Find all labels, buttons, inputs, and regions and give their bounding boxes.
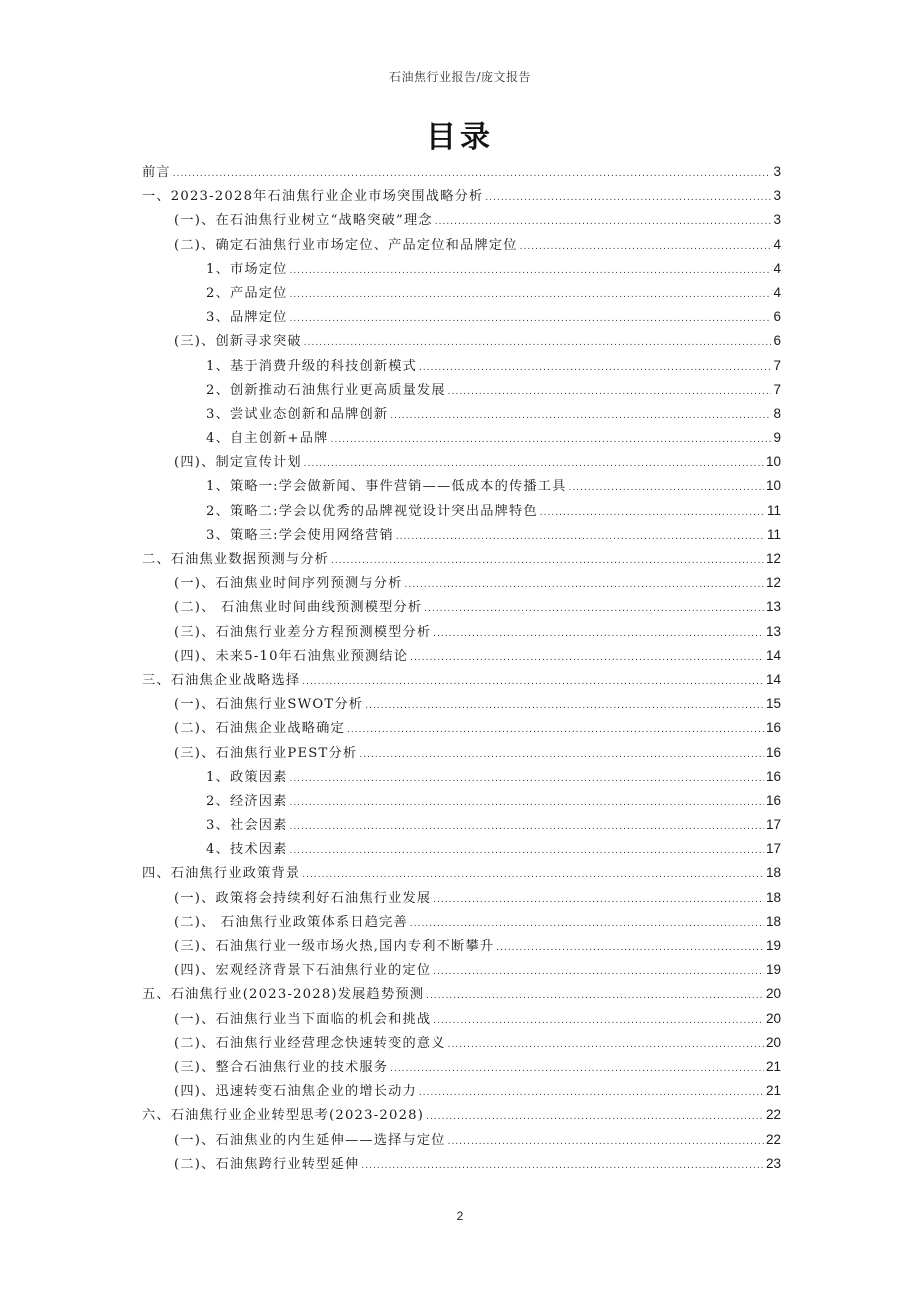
toc-entry-title: 3、品牌定位	[206, 310, 288, 326]
toc-entry[interactable]	[142, 620, 781, 644]
toc-entry-title: (四)、制定宣传计划	[174, 455, 302, 471]
toc-entry-title: 六、石油焦行业企业转型思考(2023-2028)	[142, 1108, 425, 1124]
toc-entry-title: 1、市场定位	[206, 261, 288, 277]
toc-entry[interactable]	[142, 1152, 781, 1176]
toc-entry[interactable]	[142, 208, 781, 232]
toc-entry-title: 一、2023-2028年石油焦行业企业市场突围战略分析	[142, 189, 484, 205]
dot-leader	[433, 622, 764, 646]
dot-leader	[410, 912, 764, 936]
toc-entry-page-number: 13	[765, 599, 781, 615]
toc-entry-title: 2、经济因素	[206, 793, 288, 809]
page-number: 2	[456, 1209, 464, 1223]
dot-leader	[433, 888, 764, 912]
toc-entry[interactable]	[142, 474, 781, 498]
toc-entry-title: (三)、石油焦行业一级市场火热,国内专利不断攀升	[174, 939, 495, 954]
dot-leader	[419, 356, 771, 380]
toc-entry-page-number: 3	[773, 164, 781, 179]
dot-leader	[448, 1130, 764, 1154]
dot-leader	[426, 1105, 764, 1129]
toc-entry-page-number: 16	[765, 768, 781, 784]
toc-entry-page-number: 19	[765, 938, 781, 953]
toc-entry[interactable]	[142, 450, 781, 474]
toc-entry[interactable]	[142, 813, 781, 837]
toc-entry-title: 4、技术因素	[206, 842, 288, 858]
toc-entry-page-number: 10	[765, 454, 781, 470]
toc-entry[interactable]	[142, 402, 781, 426]
toc-entry-title: 4、自主创新+品牌	[206, 431, 329, 447]
toc-entry-page-number: 20	[765, 986, 781, 1002]
dot-leader	[290, 791, 764, 815]
dot-leader	[433, 960, 764, 984]
dot-leader	[396, 525, 765, 549]
toc-entry-title: (三)、石油焦行业差分方程预测模型分析	[174, 624, 432, 640]
dot-leader	[361, 1154, 764, 1178]
toc-entry-title: 1、政策因素	[206, 769, 288, 785]
toc-entry-title: (一)、石油焦行业当下面临的机会和挑战	[174, 1011, 432, 1027]
dot-leader	[540, 501, 765, 525]
toc-entry[interactable]	[142, 547, 781, 571]
toc-entry-page-number: 12	[765, 551, 781, 566]
toc-entry-title: 3、尝试业态创新和品牌创新	[206, 406, 389, 422]
toc-entry[interactable]	[142, 160, 781, 184]
toc-entry[interactable]	[142, 1055, 781, 1079]
toc-entry[interactable]	[142, 184, 781, 208]
toc-entry-title: 2、创新推动石油焦行业更高质量发展	[206, 382, 446, 398]
toc-entry-page-number: 22	[765, 1131, 781, 1147]
toc-entry[interactable]	[142, 1007, 781, 1031]
dot-leader	[302, 863, 764, 887]
toc-entry-page-number: 6	[773, 309, 781, 325]
dot-leader	[448, 380, 772, 404]
toc-entry-page-number: 22	[765, 1107, 781, 1123]
dot-leader	[173, 162, 772, 186]
toc-entry-title: (一)、石油焦行业SWOT分析	[174, 697, 364, 713]
toc-entry-title: (一)、政策将会持续利好石油焦行业发展	[174, 890, 432, 906]
toc-entry-title: 1、策略一:学会做新闻、事件营销——低成本的传播工具	[206, 479, 567, 495]
toc-entry-title: (四)、宏观经济背景下石油焦行业的定位	[174, 963, 432, 979]
toc-entry-title: 三、石油焦企业战略选择	[142, 672, 301, 688]
dot-leader	[433, 1009, 764, 1033]
toc-entry-title: (四)、未来5-10年石油焦业预测结论	[174, 648, 409, 664]
toc-entry-page-number: 17	[765, 841, 781, 857]
toc-entry-page-number: 20	[765, 1010, 781, 1026]
toc-entry-page-number: 16	[765, 744, 781, 760]
toc-entry[interactable]	[142, 281, 781, 305]
dot-leader	[485, 186, 771, 210]
toc-entry[interactable]	[142, 958, 781, 982]
toc-entry[interactable]	[142, 571, 781, 595]
dot-leader	[331, 428, 772, 452]
toc-entry-page-number: 21	[765, 1058, 781, 1074]
toc-entry-title: 四、石油焦行业政策背景	[142, 866, 301, 882]
toc-entry-page-number: 18	[765, 889, 781, 905]
dot-leader	[410, 646, 764, 670]
toc-entry-page-number: 4	[773, 284, 781, 300]
toc-entry-title: 3、策略三:学会使用网络营销	[206, 527, 394, 543]
toc-entry-page-number: 18	[765, 913, 781, 929]
dot-leader	[331, 549, 764, 573]
toc-entry[interactable]	[142, 1128, 781, 1152]
toc-entry-page-number: 17	[765, 817, 781, 833]
toc-entry[interactable]	[142, 523, 781, 547]
dot-leader	[520, 235, 772, 259]
dot-leader	[424, 597, 764, 621]
toc-entry[interactable]	[142, 886, 781, 910]
toc-entry-title: 3、社会因素	[206, 818, 288, 834]
running-header: 石油焦行业报告/庞文报告	[388, 70, 532, 84]
toc-entry-title: 1、基于消费升级的科技创新模式	[206, 358, 418, 374]
toc-heading: 目录	[426, 120, 494, 155]
toc-entry-page-number: 7	[773, 381, 781, 397]
toc-entry[interactable]	[142, 741, 781, 765]
dot-leader	[419, 1081, 764, 1105]
toc-entry[interactable]	[142, 716, 781, 740]
toc-entry[interactable]	[142, 789, 781, 813]
toc-entry-title: (二)、石油焦企业战略确定	[174, 721, 345, 737]
toc-entry[interactable]	[142, 1103, 781, 1127]
toc-entry-page-number: 21	[765, 1083, 781, 1099]
toc-entry-title: (二)、确定石油焦行业市场定位、产品定位和品牌定位	[174, 237, 518, 253]
toc-entry[interactable]	[142, 233, 781, 257]
dot-leader	[302, 670, 764, 694]
toc-entry[interactable]	[142, 426, 781, 450]
toc-entry-title: (三)、整合石油焦行业的技术服务	[174, 1059, 389, 1075]
toc-entry-page-number: 4	[773, 236, 781, 252]
toc-entry-title: (二)、石油焦行业经营理念快速转变的意义	[174, 1035, 446, 1051]
toc-entry-page-number: 13	[765, 623, 781, 639]
dot-leader	[435, 210, 772, 234]
dot-leader	[290, 839, 764, 863]
toc-entry-title: (四)、迅速转变石油焦企业的增长动力	[174, 1084, 417, 1100]
toc-entry[interactable]	[142, 910, 781, 934]
toc-entry-page-number: 3	[773, 212, 781, 228]
toc-entry-page-number: 18	[765, 865, 781, 881]
dot-leader	[448, 1033, 764, 1057]
toc-entry-page-number: 15	[765, 696, 781, 712]
dot-leader	[304, 452, 764, 476]
dot-leader	[426, 984, 764, 1008]
dot-leader	[290, 815, 764, 839]
toc-entry[interactable]	[142, 257, 781, 281]
toc-entry[interactable]	[142, 934, 781, 958]
toc-entry-title: (三)、石油焦行业PEST分析	[174, 745, 358, 761]
dot-leader	[290, 767, 764, 791]
toc-entry-title: 前言	[142, 165, 171, 180]
toc-entry[interactable]	[142, 305, 781, 329]
toc-entry-page-number: 3	[773, 188, 781, 204]
toc-entry-title: 二、石油焦业数据预测与分析	[142, 552, 330, 567]
toc-entry[interactable]	[142, 982, 781, 1006]
toc-entry-page-number: 23	[765, 1155, 781, 1171]
toc-entry-page-number: 10	[765, 478, 781, 494]
dot-leader	[359, 743, 764, 767]
toc-entry-page-number: 11	[766, 526, 781, 542]
toc-entry-page-number: 16	[765, 720, 781, 736]
toc-entry-page-number: 6	[773, 333, 781, 349]
dot-leader	[347, 718, 764, 742]
dot-leader	[290, 283, 772, 307]
toc-entry-title: (一)、石油焦业时间序列预测与分析	[174, 576, 403, 592]
toc-entry-title: 2、策略二:学会以优秀的品牌视觉设计突出品牌特色	[206, 503, 538, 519]
toc-entry[interactable]	[142, 1031, 781, 1055]
toc-entry-page-number: 19	[765, 962, 781, 978]
toc-entry-page-number: 16	[765, 792, 781, 808]
toc-entry-page-number: 4	[773, 260, 781, 276]
toc-entry-title: (二)、 石油焦行业政策体系日趋完善	[174, 914, 408, 930]
toc-entry[interactable]	[142, 1079, 781, 1103]
table-of-contents	[142, 160, 781, 1176]
toc-entry-title: 五、石油焦行业(2023-2028)发展趋势预测	[142, 987, 425, 1003]
toc-entry[interactable]	[142, 595, 781, 619]
toc-entry-page-number: 9	[773, 430, 781, 446]
toc-entry-title: (一)、在石油焦行业树立“战略突破”理念	[174, 213, 433, 229]
toc-entry-page-number: 8	[773, 405, 781, 421]
dot-leader	[390, 1057, 764, 1081]
dot-leader	[496, 936, 764, 960]
toc-entry-title: (二)、 石油焦业时间曲线预测模型分析	[174, 600, 423, 616]
toc-entry-page-number: 11	[766, 502, 781, 518]
toc-entry[interactable]	[142, 329, 781, 353]
toc-entry[interactable]	[142, 644, 781, 668]
dot-leader	[569, 476, 764, 500]
toc-entry-page-number: 20	[765, 1034, 781, 1050]
toc-entry-title: 2、产品定位	[206, 285, 288, 301]
toc-entry-title: (三)、创新寻求突破	[174, 334, 302, 350]
toc-entry[interactable]	[142, 765, 781, 789]
dot-leader	[390, 404, 771, 428]
toc-entry[interactable]	[142, 499, 781, 523]
toc-entry-page-number: 14	[765, 647, 781, 663]
toc-entry[interactable]	[142, 837, 781, 861]
dot-leader	[405, 573, 764, 597]
toc-entry[interactable]	[142, 861, 781, 885]
toc-entry-title: (二)、石油焦跨行业转型延伸	[174, 1156, 360, 1172]
toc-entry[interactable]	[142, 354, 781, 378]
dot-leader	[304, 331, 772, 355]
toc-entry[interactable]	[142, 668, 781, 692]
toc-entry-page-number: 12	[765, 575, 781, 591]
toc-entry-page-number: 7	[773, 357, 781, 373]
toc-entry-title: (一)、石油焦业的内生延伸——选择与定位	[174, 1132, 446, 1148]
dot-leader	[290, 259, 772, 283]
toc-entry[interactable]	[142, 692, 781, 716]
toc-entry[interactable]	[142, 378, 781, 402]
toc-entry-page-number: 14	[765, 671, 781, 687]
dot-leader	[365, 694, 764, 718]
dot-leader	[290, 307, 772, 331]
